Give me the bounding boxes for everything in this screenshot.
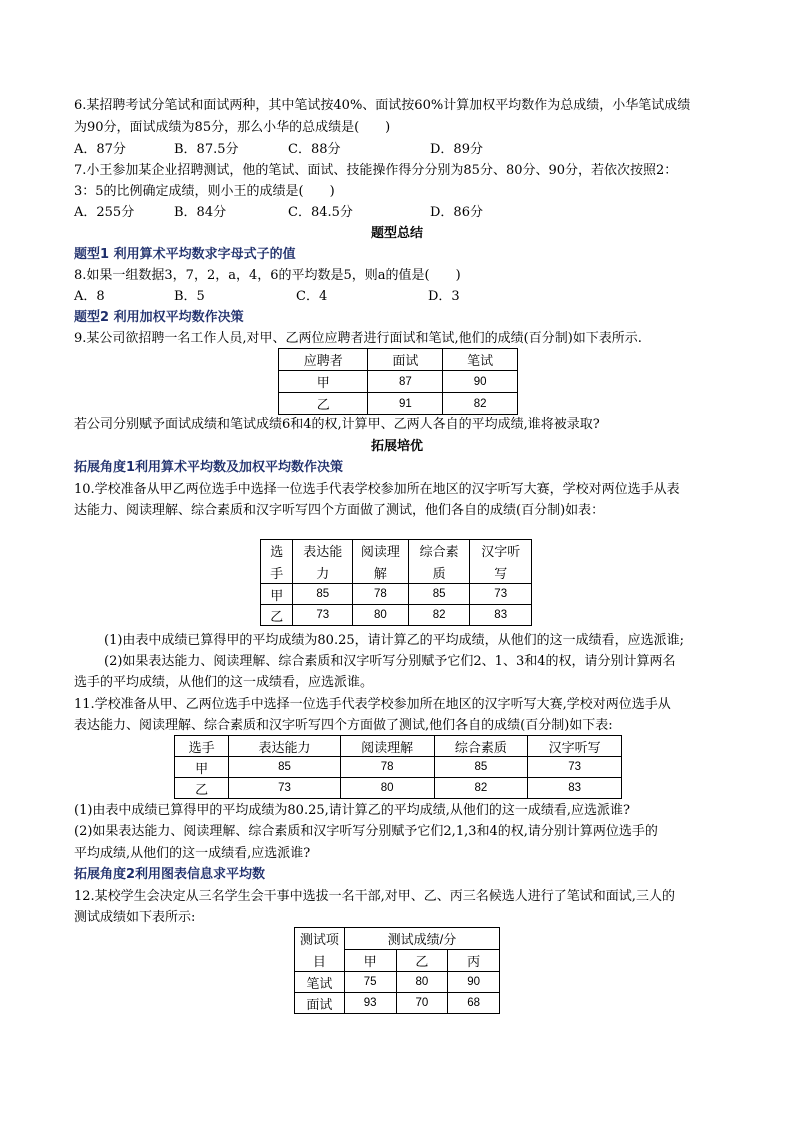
table-cell: 选手 [175, 736, 229, 757]
q7-option-c[interactable]: C．84.5分 [288, 205, 353, 220]
q9-header-interview: 面试 [368, 349, 443, 371]
q11-table [174, 735, 622, 799]
table-cell: 73 [293, 605, 353, 626]
q10-sub1: (1)由表中成绩已算得甲的平均成绩为80.25，请计算乙的平均成绩，从他们的这一成绩看，应选派谁; [104, 633, 685, 648]
table-cell: 表达能力 [229, 736, 340, 757]
q7-option-d[interactable]: D．86分 [430, 205, 483, 220]
table-cell: 阅读理解 [340, 736, 434, 757]
table-cell: 手 [261, 562, 293, 584]
table-cell: 表达能 [293, 540, 353, 562]
table-cell: 75 [344, 972, 396, 993]
table-cell: 85 [408, 584, 470, 605]
table-row [261, 584, 532, 605]
q12-group-header: 测试成绩/分 [344, 928, 499, 950]
type2-heading: 题型2 利用加权平均数作决策 [74, 310, 244, 325]
table-cell: 83 [470, 605, 532, 626]
table-cell: 80 [340, 778, 434, 799]
q9-table [278, 348, 518, 415]
table-cell: 甲 [279, 371, 368, 393]
table-cell: 90 [443, 371, 518, 393]
q6-option-c[interactable]: C．88分 [288, 142, 341, 157]
table-cell: 73 [470, 584, 532, 605]
q10-sub2-line2: 选手的平均成绩，从他们的这一成绩看，应选派谁。 [74, 675, 374, 690]
table-cell: 78 [340, 757, 434, 778]
table-row [261, 562, 532, 584]
table-row [175, 736, 622, 757]
q10-sub2-line1: (2)如果表达能力、阅读理解、综合素质和汉字听写分别赋予它们2、1、3和4的权，请分别计算两名 [104, 654, 676, 669]
q6-option-d[interactable]: D．89分 [430, 142, 483, 157]
table-cell: 甲 [344, 950, 396, 972]
q7-line2: 3：5的比例确定成绩，则小王的成绩是( ) [74, 184, 335, 199]
q8-option-a[interactable]: A．8 [74, 289, 105, 304]
table-cell: 73 [229, 778, 340, 799]
q11-sub2-line2: 平均成绩,从他们的这一成绩看,应选派谁? [74, 846, 311, 861]
table-cell: 面试 [295, 993, 345, 1014]
q11-sub2-line1: (2)如果表达能力、阅读理解、综合素质和汉字听写分别赋予它们2,1,3和4的权,请分别计算两位选手的 [74, 824, 658, 839]
q12-corner-top: 测试项 [295, 928, 345, 950]
angle2-heading: 拓展角度2利用图表信息求平均数 [74, 867, 266, 882]
q9-after: 若公司分别赋予面试成绩和笔试成绩6和4的权,计算甲、乙两人各自的平均成绩,谁将被录取? [74, 417, 600, 432]
q6-option-a[interactable]: A．87分 [74, 142, 126, 157]
table-cell: 汉字听 [470, 540, 532, 562]
table-row [261, 540, 532, 562]
table-cell: 82 [443, 393, 518, 415]
q10-table [260, 539, 532, 626]
table-cell: 笔试 [295, 972, 345, 993]
q7-option-b[interactable]: B．84分 [174, 205, 227, 220]
table-row [279, 371, 518, 393]
angle1-heading: 拓展角度1利用算术平均数及加权平均数作决策 [74, 460, 344, 475]
table-row [295, 972, 500, 993]
table-cell: 78 [353, 584, 409, 605]
section-title-summary: 题型总结 [370, 226, 423, 241]
table-cell: 80 [396, 972, 448, 993]
table-cell: 甲 [261, 584, 293, 605]
table-cell: 91 [368, 393, 443, 415]
q8-option-b[interactable]: B．5 [174, 289, 205, 304]
table-cell: 乙 [261, 605, 293, 626]
table-cell: 质 [408, 562, 470, 584]
table-row [261, 605, 532, 626]
q8-line1: 8.如果一组数据3，7，2，a，4，6的平均数是5，则a的值是( ) [74, 268, 461, 283]
q8-option-c[interactable]: C．4 [296, 289, 328, 304]
table-cell: 85 [293, 584, 353, 605]
table-cell: 85 [229, 757, 340, 778]
table-cell: 70 [396, 993, 448, 1014]
table-cell: 93 [344, 993, 396, 1014]
table-row [295, 928, 500, 950]
table-cell: 写 [470, 562, 532, 584]
table-row [295, 993, 500, 1014]
q6-line2: 为90分，面试成绩为85分，那么小华的总成绩是( ) [74, 120, 391, 135]
table-row [175, 757, 622, 778]
q9-line1: 9.某公司欲招聘一名工作人员,对甲、乙两位应聘者进行面试和笔试,他们的成绩(百分制)如下表所示. [74, 331, 642, 346]
table-cell: 83 [528, 778, 622, 799]
table-cell: 甲 [175, 757, 229, 778]
q7-line1: 7.小王参加某企业招聘测试，他的笔试、面试、技能操作得分分别为85分、80分、90分，若依次按照2： [74, 163, 678, 178]
q6-option-b[interactable]: B．87.5分 [174, 142, 239, 157]
q12-table [294, 927, 500, 1014]
table-cell: 力 [293, 562, 353, 584]
table-cell: 乙 [175, 778, 229, 799]
table-cell: 解 [353, 562, 409, 584]
table-cell: 87 [368, 371, 443, 393]
table-cell: 90 [448, 972, 500, 993]
q9-header-written: 笔试 [443, 349, 518, 371]
q12-line1: 12.某校学生会决定从三名学生会干事中选拔一名干部,对甲、乙、丙三名候选人进行了笔试和面试,三人的 [74, 889, 675, 904]
table-cell: 85 [434, 757, 528, 778]
q10-line2: 达能力、阅读理解、综合素质和汉字听写四个方面做了测试，他们各自的成绩(百分制)如表： [74, 503, 605, 518]
q12-corner-bottom: 目 [295, 950, 345, 972]
table-cell: 乙 [279, 393, 368, 415]
q12-line2: 测试成绩如下表所示: [74, 910, 196, 925]
q6-line1: 6.某招聘考试分笔试和面试两种，其中笔试按40%、面试按60%计算加权平均数作为总成绩，小华笔试成绩 [74, 98, 691, 113]
table-cell: 丙 [448, 950, 500, 972]
section-title-extend: 拓展培优 [370, 439, 423, 454]
table-cell: 阅读理 [353, 540, 409, 562]
table-cell: 80 [353, 605, 409, 626]
table-cell: 汉字听写 [528, 736, 622, 757]
q10-line1: 10.学校准备从甲乙两位选手中选择一位选手代表学校参加所在地区的汉字听写大赛，学校对两位选手从表 [74, 482, 680, 497]
q7-option-a[interactable]: A．255分 [74, 205, 135, 220]
table-cell: 82 [434, 778, 528, 799]
table-cell: 综合素 [408, 540, 470, 562]
table-cell: 73 [528, 757, 622, 778]
table-row [279, 393, 518, 415]
table-row [175, 778, 622, 799]
table-cell: 82 [408, 605, 470, 626]
type1-heading: 题型1 利用算术平均数求字母式子的值 [74, 247, 296, 262]
table-row [295, 950, 500, 972]
q11-line2: 表达能力、阅读理解、综合素质和汉字听写四个方面做了测试,他们各自的成绩(百分制)如下表: [74, 718, 613, 733]
q11-sub1: (1)由表中成绩已算得甲的平均成绩为80.25,请计算乙的平均成绩,从他们的这一成绩看,应选派谁? [74, 803, 630, 818]
q9-header-applicant: 应聘者 [279, 349, 368, 371]
table-cell: 68 [448, 993, 500, 1014]
table-cell: 选 [261, 540, 293, 562]
q8-option-d[interactable]: D．3 [428, 289, 460, 304]
q11-line1: 11.学校准备从甲、乙两位选手中选择一位选手代表学校参加所在地区的汉字听写大赛,学校对两位选手从 [74, 697, 671, 712]
table-cell: 综合素质 [434, 736, 528, 757]
table-row [279, 349, 518, 371]
table-cell: 乙 [396, 950, 448, 972]
